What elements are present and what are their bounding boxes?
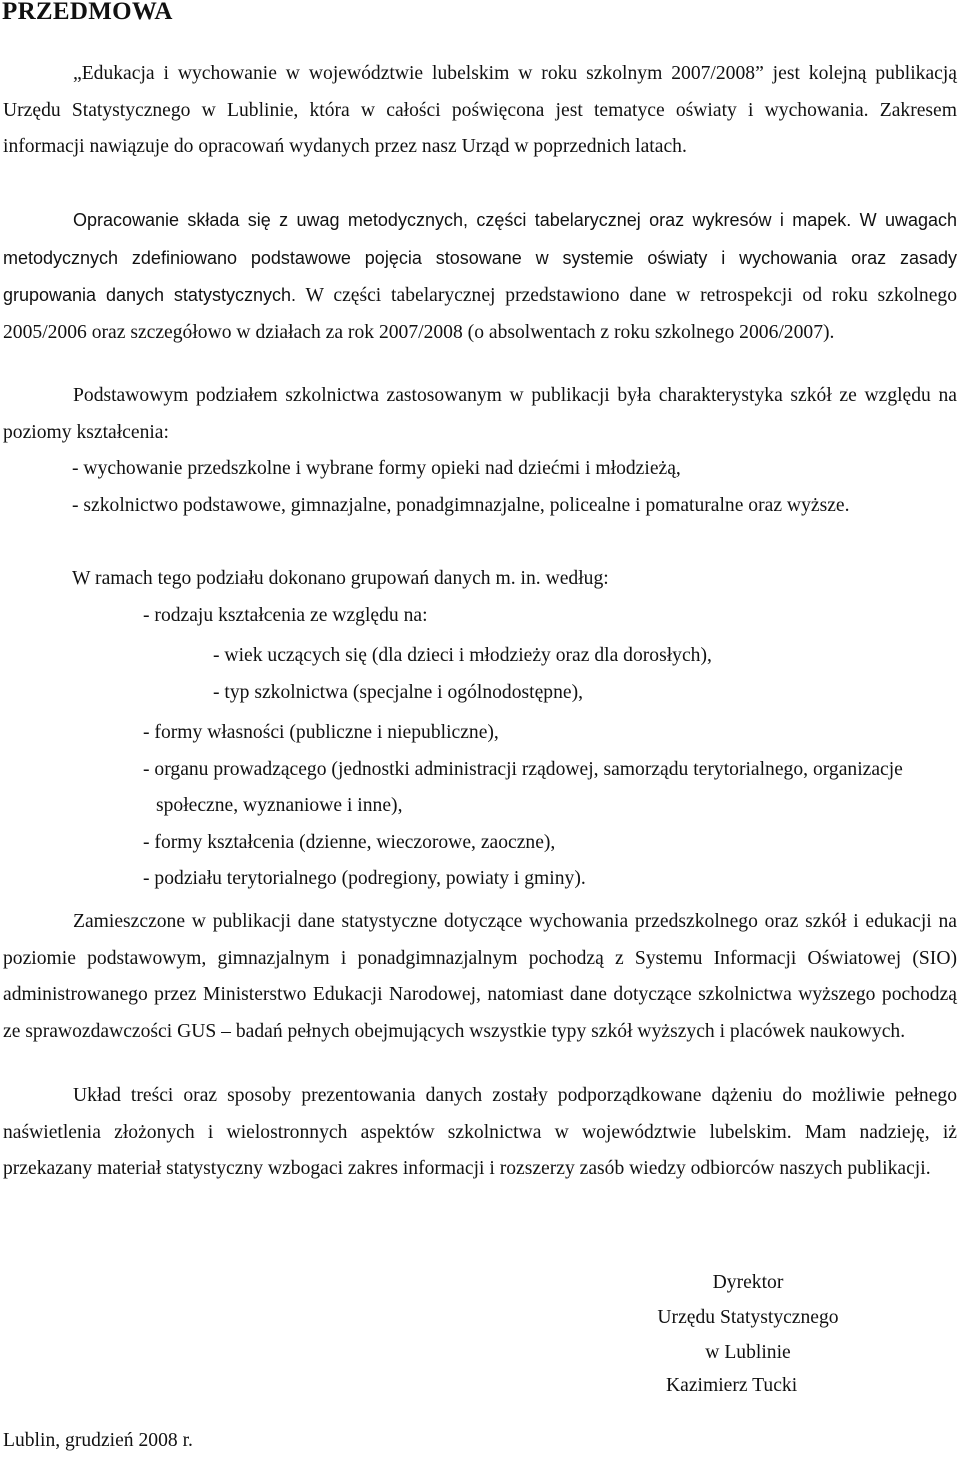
list-item: - typ szkolnictwa (specjalne i ogólnodostępne),	[213, 681, 584, 703]
criteria-list-first	[143, 598, 957, 635]
paragraph-structure-part1: Opracowanie składa się z uwag metodycznych, części tabelarycznej oraz wykresów i mapek. W uwagach metodycznych zdefiniowano podstawowe pojęcia stosowane w systemie oświaty i wychowania oraz zasady grupowania danych statystycznych.	[3, 210, 957, 305]
place-date: Lublin, grudzień 2008 r.	[3, 1430, 193, 1451]
paragraph-closing: Układ treści oraz sposoby prezentowania danych zostały podporządkowane dążeniu do możliwie pełnego naświetlenia złożonych i wielostronnych aspektów szkolnictwa w województwie lubelskim. Mam nadzieję, iż przekazany materiał statystyczny wzbogaci zakres informacji i rozszerzy zasób wiedzy odbiorców naszych publikacji.	[3, 1085, 957, 1179]
paragraph-grouping: W ramach tego podziału dokonano grupowań danych m. in. według:	[72, 568, 609, 589]
paragraph-intro: „Edukacja i wychowanie w województwie lubelskim w roku szkolnym 2007/2008” jest kolejną publikacją Urzędu Statystycznego w Lublinie, która w całości poświęcona jest tematyce oświaty i wychowania. Zakresem informacji nawiązuje do opracowań wydanych przez nasz Urząd w poprzednich latach.	[3, 63, 957, 157]
list-item: - formy własności (publiczne i niepubliczne),	[143, 722, 499, 743]
list-item: - wychowanie przedszkolne i wybrane formy opieki nad dziećmi i młodzieżą,	[72, 458, 681, 479]
paragraph-sources: Zamieszczone w publikacji dane statystyczne dotyczące wychowania przedszkolnego oraz szkół i edukacji na poziomie podstawowym, gimnazjalnym i ponadgimnazjalnym pochodzą z Systemu Informacji Oświatowej (SIO) administrowanego przez Ministerstwo Edukacji Narodowej, natomiast dane dotyczące szkolnictwa wyższego pochodzą ze sprawozdawczości GUS – badań pełnych obejmujących wszystkie typy szkół wyższych i placówek naukowych.	[3, 911, 957, 1042]
sub-criteria-list	[213, 638, 957, 711]
list-item: - szkolnictwo podstawowe, gimnazjalne, ponadgimnazjalne, policealne i pomaturalne oraz wyższe.	[72, 494, 850, 516]
list-item: - formy kształcenia (dzienne, wieczorowe, zaoczne),	[143, 831, 556, 853]
list-item: - rodzaju kształcenia ze względu na:	[143, 605, 428, 626]
signature-title: Dyrektor	[712, 1272, 784, 1293]
paragraph-division: Podstawowym podziałem szkolnictwa zastosowanym w publikacji była charakterystyka szkół ze względu na poziomy kształcenia:	[3, 385, 957, 443]
list-item: - podziału terytorialnego (podregiony, powiaty i gminy).	[143, 868, 586, 889]
levels-list	[72, 451, 957, 524]
signature-block	[600, 1265, 896, 1370]
paragraph-structure	[3, 202, 957, 351]
page-title: PRZEDMOWA	[2, 0, 173, 25]
signature-name: Kazimierz Tucki	[666, 1375, 798, 1396]
list-item: - wiek uczących się (dla dzieci i młodzieży oraz dla dorosłych),	[213, 645, 712, 666]
signature-office: Urzędu Statystycznego	[657, 1307, 839, 1328]
criteria-list	[143, 715, 957, 898]
paragraph-structure-part2: W części tabelarycznej przedstawiono dane w retrospekcji od roku szkolnego 2005/2006 oraz szczegółowo w działach za rok 2007/2008 (o absolwentach z roku szkolnego 2006/2007).	[3, 285, 957, 343]
list-item: - organu prowadzącego (jednostki administracji rządowej, samorządu terytorialnego, organizacje społeczne, wyznaniowe i inne),	[143, 758, 903, 816]
signature-city: w Lublinie	[705, 1342, 791, 1363]
